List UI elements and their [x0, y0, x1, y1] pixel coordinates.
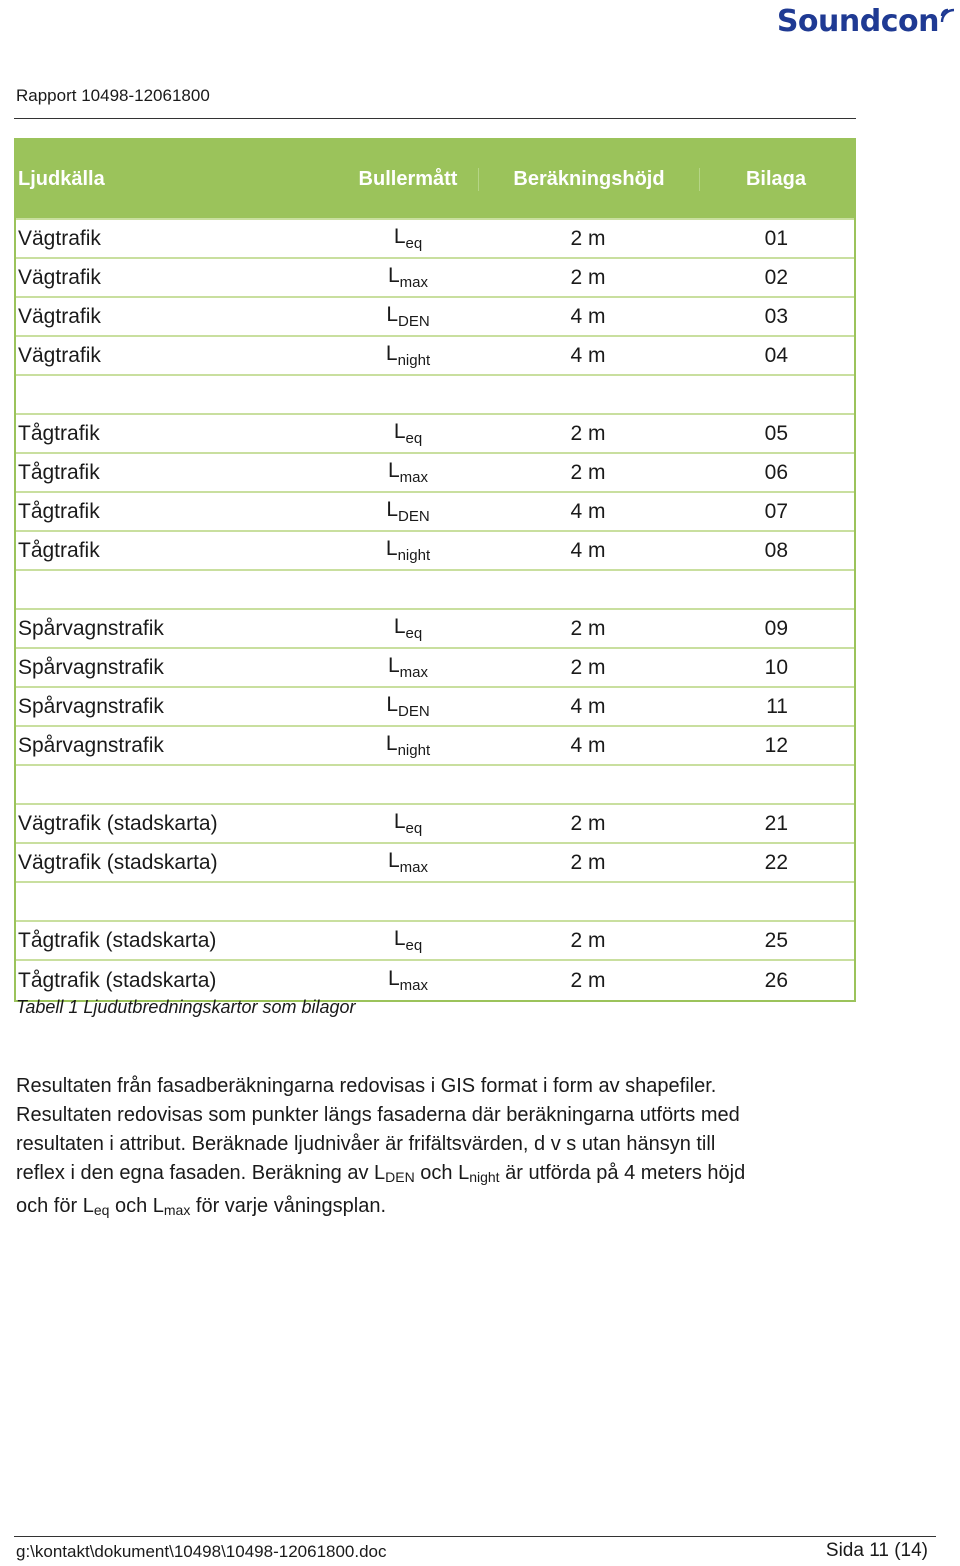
- header-ljudkalla: Ljudkälla: [18, 167, 105, 190]
- cell-measure: [338, 498, 478, 525]
- measure-subscript: eq: [405, 235, 423, 252]
- table-body: [16, 220, 854, 1000]
- cell-height: 2 m: [570, 616, 606, 640]
- table-row: [16, 805, 854, 844]
- cell-measure: [338, 615, 478, 642]
- footer-page-number: Sida 11 (14): [825, 1540, 928, 1561]
- cell-bilaga: 02: [764, 265, 788, 289]
- bilagor-table: [14, 138, 856, 1002]
- cell-bilaga: 04: [764, 343, 788, 367]
- table-row: [16, 532, 854, 571]
- cell-height: 2 m: [570, 928, 606, 952]
- cell-source: Tågtrafik: [18, 538, 100, 562]
- table-row: [16, 727, 854, 766]
- cell-bilaga: 05: [764, 421, 788, 445]
- table-spacer-row: [16, 766, 854, 805]
- soundcon-logo: [777, 4, 956, 39]
- table-row: [16, 961, 854, 1000]
- measure-base: L: [387, 459, 400, 482]
- header-bilaga: Bilaga: [745, 167, 806, 190]
- para-line: resultaten i attribut. Beräknade ljudnivåer är frifältsvärden, d v s utan hänsyn till: [16, 1133, 716, 1155]
- para-line: och för L: [16, 1195, 94, 1217]
- para-line: och L: [109, 1195, 164, 1217]
- cell-bilaga: 07: [764, 499, 788, 523]
- cell-height: 4 m: [570, 304, 606, 328]
- cell-height: 2 m: [570, 655, 606, 679]
- measure-base: L: [386, 498, 398, 521]
- para-line: Resultaten från fasadberäkningarna redovisas i GIS format i form av shapefiler.: [16, 1075, 717, 1097]
- cell-measure: [338, 420, 478, 447]
- table-header: [16, 140, 854, 220]
- table-row: [16, 337, 854, 376]
- para-line: för varje våningsplan.: [190, 1195, 387, 1217]
- measure-base: L: [386, 693, 398, 716]
- cell-bilaga: 01: [764, 226, 788, 250]
- cell-source: Vägtrafik: [18, 304, 101, 328]
- measure-base: L: [385, 537, 398, 560]
- cell-height: 2 m: [570, 850, 606, 874]
- measure-base: L: [393, 810, 406, 833]
- table-row: [16, 298, 854, 337]
- cell-measure: [338, 225, 478, 252]
- measure-base: L: [393, 615, 406, 638]
- measure-subscript: night: [397, 547, 431, 564]
- table-spacer-row: [16, 376, 854, 415]
- logo-text: Soundcon: [776, 4, 939, 39]
- header-bullermatt: Bullermått: [358, 167, 458, 190]
- table-row: [16, 493, 854, 532]
- cell-measure: [338, 537, 478, 564]
- cell-bilaga: 26: [764, 968, 788, 992]
- cell-bilaga: 11: [766, 694, 788, 718]
- measure-base: L: [387, 654, 400, 677]
- table-row: [16, 922, 854, 961]
- measure-base: L: [385, 732, 398, 755]
- cell-height: 4 m: [570, 343, 606, 367]
- report-id: Rapport 10498-12061800: [16, 86, 210, 105]
- measure-base: L: [387, 849, 400, 872]
- table-row: [16, 259, 854, 298]
- measure-subscript: DEN: [398, 508, 430, 525]
- cell-source: Vägtrafik: [18, 343, 101, 367]
- cell-bilaga: 09: [764, 616, 788, 640]
- cell-measure: [338, 654, 478, 681]
- cell-bilaga: 12: [764, 733, 788, 757]
- para-line: är utförda på 4 meters höjd: [499, 1162, 746, 1184]
- cell-height: 4 m: [570, 733, 606, 757]
- measure-subscript: max: [399, 859, 429, 876]
- header-berakningshojd: Beräkningshöjd: [478, 168, 700, 191]
- cell-height: 4 m: [570, 694, 606, 718]
- footer-divider: [14, 1536, 936, 1537]
- signal-arcs-icon: [940, 6, 956, 28]
- table-row: [16, 844, 854, 883]
- measure-base: L: [386, 303, 398, 326]
- cell-height: 2 m: [570, 968, 606, 992]
- measure-subscript: eq: [405, 625, 423, 642]
- measure-base: L: [387, 967, 400, 990]
- measure-subscript: max: [399, 469, 429, 486]
- measure-base: L: [393, 927, 406, 950]
- cell-measure: [338, 927, 478, 954]
- cell-height: 2 m: [570, 421, 606, 445]
- subscript: night: [469, 1169, 500, 1185]
- cell-source: Vägtrafik: [18, 226, 101, 250]
- cell-source: Spårvagnstrafik: [18, 616, 164, 640]
- cell-source: Tågtrafik: [18, 421, 100, 445]
- para-line: Resultaten redovisas som punkter längs fasaderna där beräkningarna utförts med: [16, 1104, 740, 1126]
- table-caption: Tabell 1 Ljudutbredningskartor som bilagor: [16, 997, 356, 1017]
- cell-bilaga: 06: [764, 460, 788, 484]
- cell-height: 4 m: [570, 538, 606, 562]
- cell-measure: [338, 967, 478, 994]
- cell-measure: [338, 849, 478, 876]
- measure-base: L: [387, 264, 400, 287]
- cell-source: Vägtrafik (stadskarta): [18, 850, 218, 874]
- cell-measure: [338, 264, 478, 291]
- measure-subscript: eq: [405, 430, 423, 447]
- cell-measure: [338, 810, 478, 837]
- cell-measure: [338, 459, 478, 486]
- table-row: [16, 649, 854, 688]
- cell-measure: [338, 693, 478, 720]
- header-divider: [14, 118, 856, 119]
- measure-base: L: [385, 342, 398, 365]
- measure-subscript: max: [399, 274, 429, 291]
- measure-base: L: [393, 420, 406, 443]
- cell-source: Tågtrafik: [18, 460, 100, 484]
- cell-height: 2 m: [570, 226, 606, 250]
- table-row: [16, 415, 854, 454]
- subscript: eq: [93, 1202, 110, 1218]
- cell-source: Spårvagnstrafik: [18, 694, 164, 718]
- cell-bilaga: 10: [764, 655, 788, 679]
- para-line: reflex i den egna fasaden. Beräkning av L: [16, 1162, 386, 1184]
- table-spacer-row: [16, 883, 854, 922]
- cell-measure: [338, 303, 478, 330]
- table-spacer-row: [16, 571, 854, 610]
- cell-source: Tågtrafik: [18, 499, 100, 523]
- measure-subscript: night: [397, 352, 431, 369]
- measure-subscript: DEN: [398, 703, 430, 720]
- cell-bilaga: 08: [764, 538, 788, 562]
- table-row: [16, 220, 854, 259]
- measure-subscript: eq: [405, 937, 423, 954]
- cell-source: Spårvagnstrafik: [18, 655, 164, 679]
- footer-file-path: g:\kontakt\dokument\10498\10498-12061800.doc: [16, 1542, 387, 1561]
- measure-subscript: night: [397, 742, 431, 759]
- results-paragraph: [16, 1072, 856, 1225]
- para-line: och L: [414, 1162, 470, 1184]
- measure-subscript: max: [399, 664, 429, 681]
- cell-height: 2 m: [570, 811, 606, 835]
- cell-height: 4 m: [570, 499, 606, 523]
- cell-height: 2 m: [570, 265, 606, 289]
- cell-measure: [338, 732, 478, 759]
- subscript: DEN: [385, 1169, 415, 1185]
- cell-source: Tågtrafik (stadskarta): [18, 968, 217, 992]
- cell-source: Vägtrafik: [18, 265, 101, 289]
- measure-base: L: [393, 225, 406, 248]
- cell-bilaga: 21: [764, 811, 788, 835]
- cell-measure: [338, 342, 478, 369]
- cell-height: 2 m: [570, 460, 606, 484]
- cell-bilaga: 22: [764, 850, 788, 874]
- table-row: [16, 688, 854, 727]
- cell-source: Vägtrafik (stadskarta): [18, 811, 218, 835]
- table-row: [16, 454, 854, 493]
- measure-subscript: DEN: [398, 313, 430, 330]
- table-row: [16, 610, 854, 649]
- measure-subscript: eq: [405, 820, 423, 837]
- cell-bilaga: 03: [764, 304, 788, 328]
- cell-source: Spårvagnstrafik: [18, 733, 164, 757]
- measure-subscript: max: [399, 977, 429, 994]
- subscript: max: [163, 1202, 191, 1218]
- cell-bilaga: 25: [764, 928, 788, 952]
- cell-source: Tågtrafik (stadskarta): [18, 928, 217, 952]
